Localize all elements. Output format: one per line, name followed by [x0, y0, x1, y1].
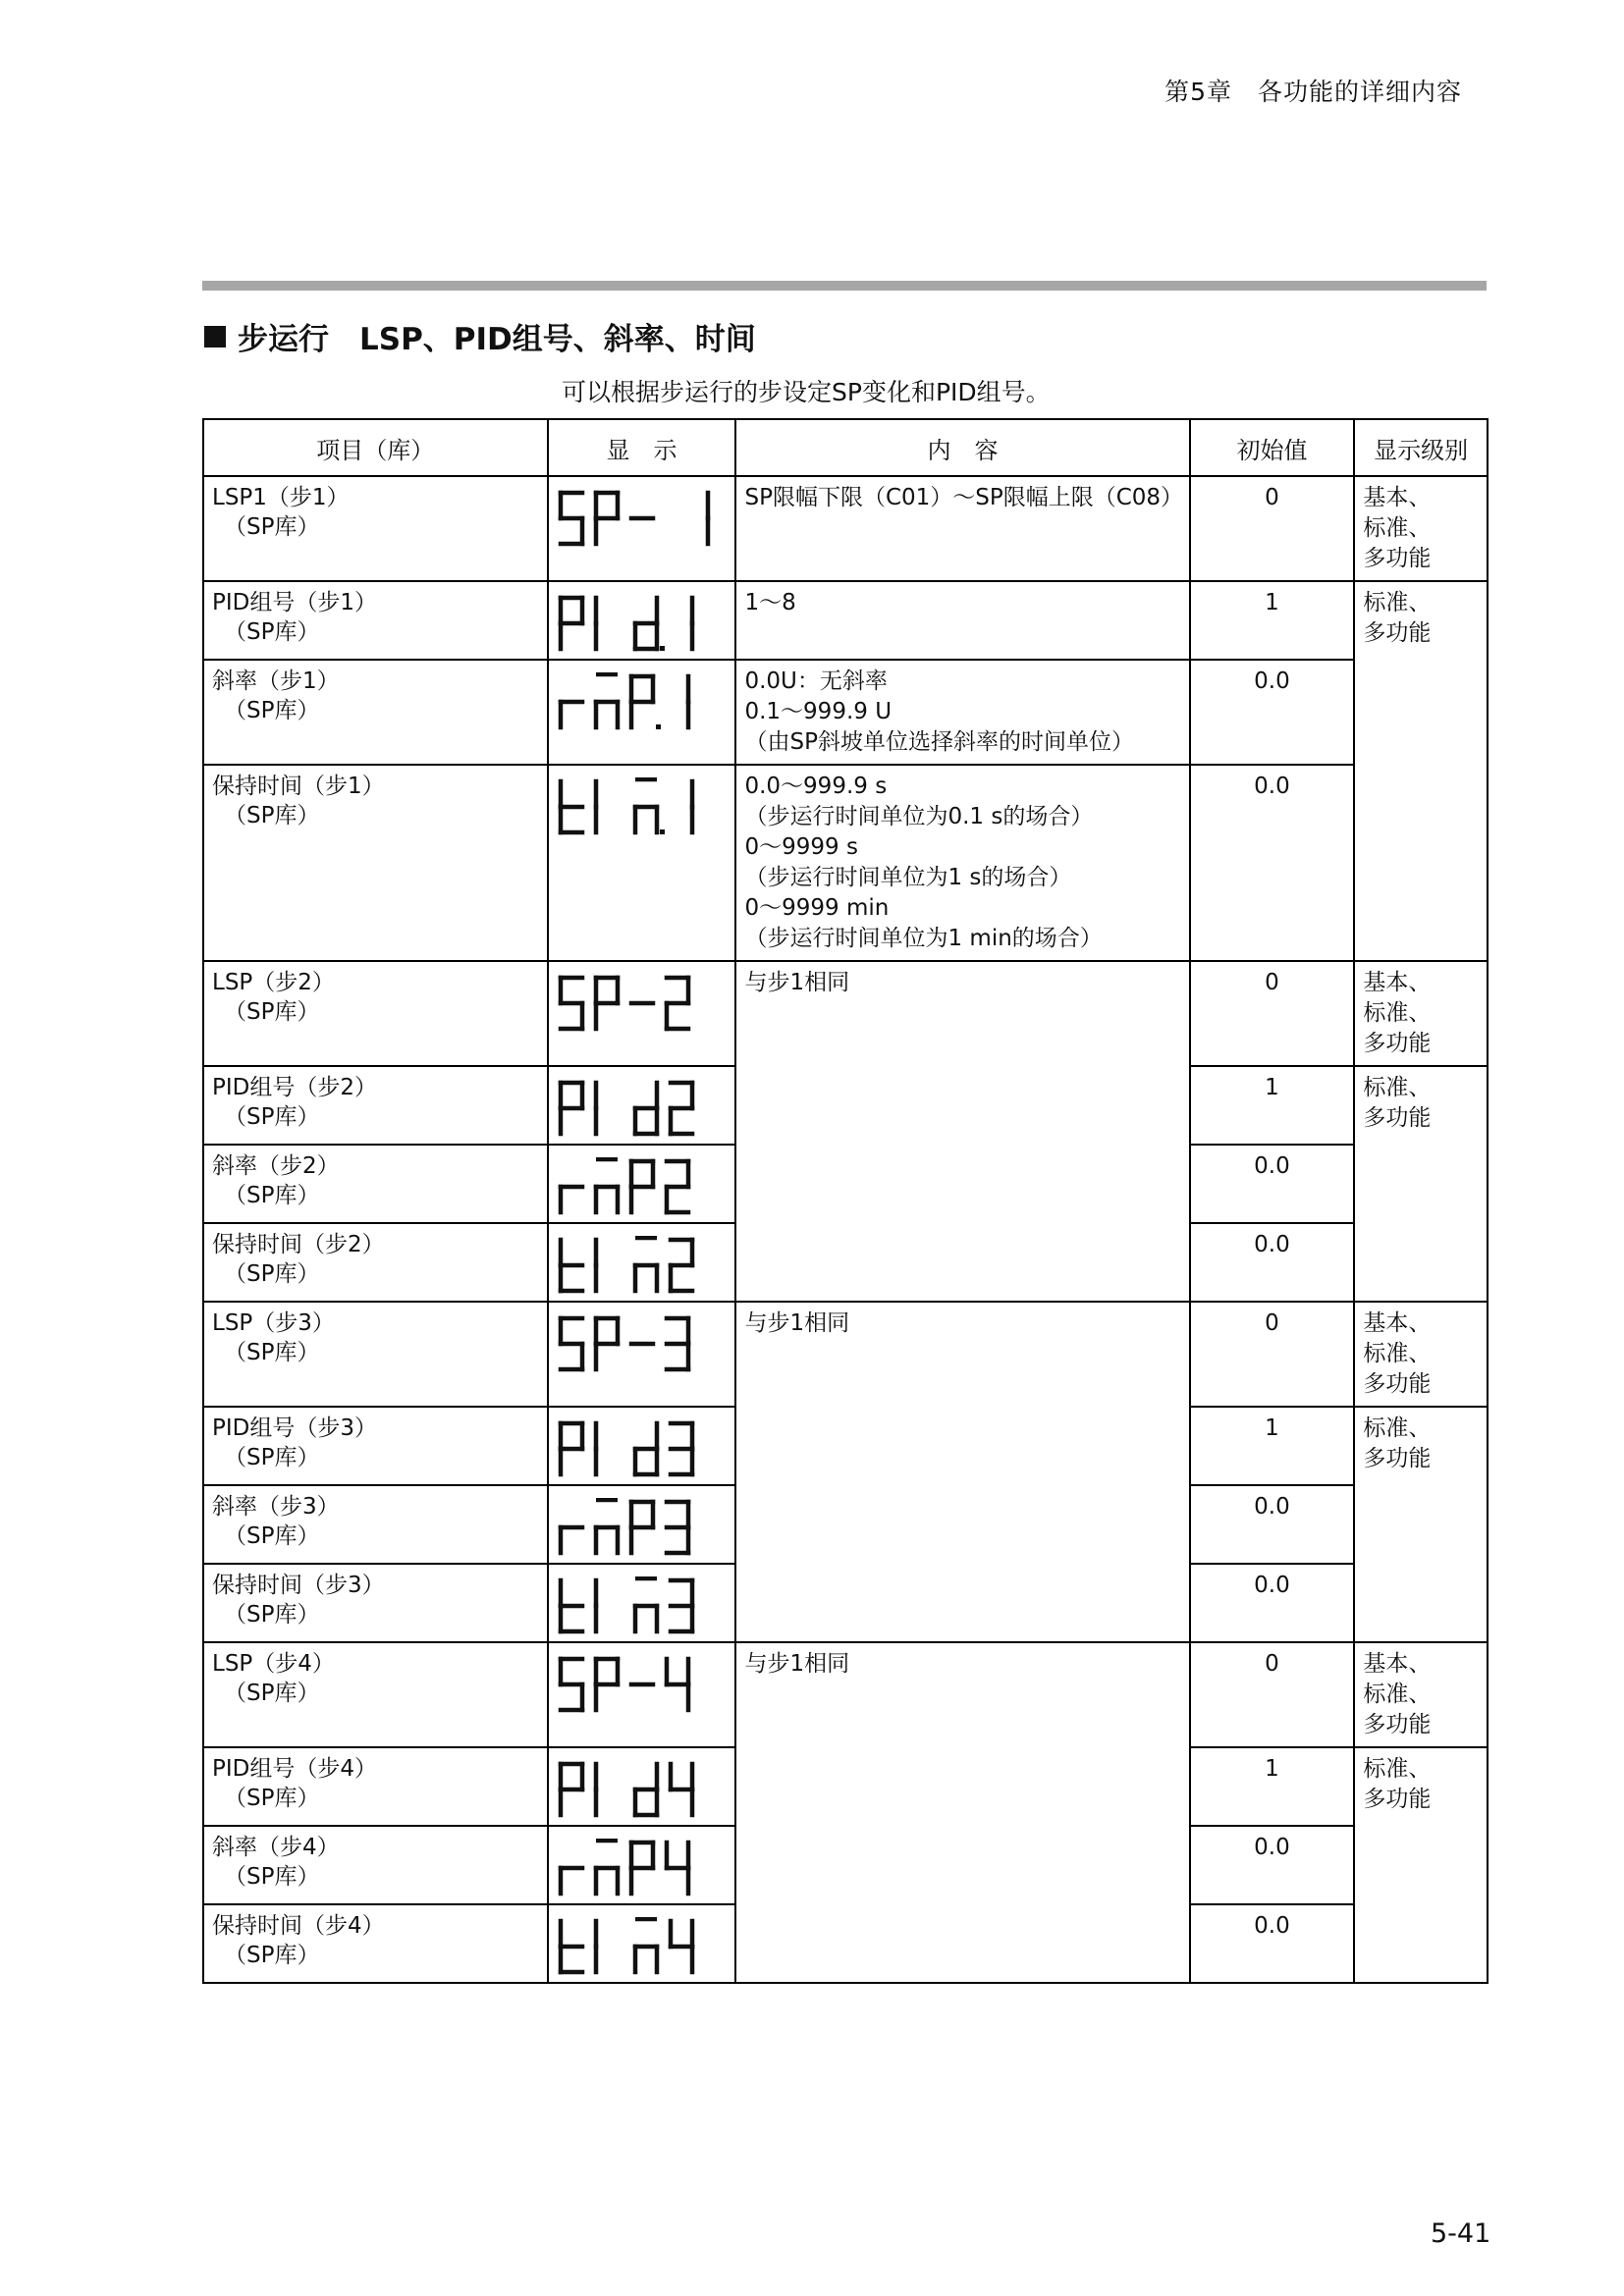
segment-code — [549, 582, 550, 583]
item-bank: （SP库） — [224, 698, 320, 723]
header-display: 显 示 — [548, 419, 736, 476]
display-cell — [548, 1145, 736, 1223]
segment-code — [549, 1565, 550, 1566]
segment-digit — [635, 1423, 657, 1474]
section-subtitle: 可以根据步运行的步设定SP变化和PID组号。 — [562, 378, 1051, 406]
initial-value: 1 — [1265, 590, 1279, 615]
initial-cell — [1190, 961, 1355, 1066]
segment-display — [557, 1236, 724, 1297]
item-label: 保持时间（步1） — [212, 774, 385, 799]
item-cell — [203, 660, 548, 765]
initial-value: 1 — [1265, 1756, 1279, 1782]
initial-value: 0.0 — [1254, 668, 1290, 694]
segment-digit — [561, 598, 582, 649]
item-bank: （SP库） — [224, 1183, 320, 1208]
item-cell — [203, 1302, 548, 1407]
level-text: 多功能 — [1363, 1446, 1432, 1471]
table-row — [203, 765, 1488, 961]
segment-digit — [635, 779, 657, 832]
initial-value: 1 — [1265, 1415, 1279, 1441]
segment-digit — [561, 1187, 582, 1212]
level-text: 标准、 — [1363, 1682, 1432, 1707]
item-label: LSP1（步1） — [212, 485, 350, 510]
content-text: 与步1相同 — [744, 1651, 850, 1677]
initial-cell — [1190, 765, 1355, 961]
initial-value: 0 — [1265, 970, 1279, 995]
display-cell — [548, 1904, 736, 1983]
item-label: LSP（步2） — [212, 970, 335, 995]
item-bank: （SP库） — [224, 1943, 320, 1968]
item-label: PID组号（步4） — [212, 1756, 377, 1782]
item-cell — [203, 1564, 548, 1642]
content-text: 0.0U：无斜率 0.1～999.9 U （由SP斜坡单位选择斜率的时间单位） — [744, 668, 1134, 755]
table-header-row — [203, 419, 1488, 476]
display-cell — [548, 660, 736, 765]
item-bank: （SP库） — [224, 1340, 320, 1365]
content-cell — [735, 581, 1189, 660]
display-cell — [548, 765, 736, 961]
parameter-table — [202, 418, 1489, 1984]
segment-digit — [631, 676, 653, 727]
initial-value: 0 — [1265, 485, 1279, 510]
item-cell — [203, 1826, 548, 1904]
segment-digit — [671, 1083, 692, 1134]
segment-display — [557, 672, 724, 733]
table-row — [203, 1642, 1488, 1747]
initial-cell — [1190, 1564, 1355, 1642]
item-label: PID组号（步3） — [212, 1415, 377, 1441]
segment-code — [549, 1643, 550, 1644]
segment-display — [557, 1498, 724, 1559]
segment-code — [549, 1748, 550, 1749]
table-row — [203, 1302, 1488, 1407]
segment-digit — [561, 1659, 582, 1710]
segment-display — [557, 594, 724, 655]
decimal-point — [660, 829, 665, 834]
content-text: 与步1相同 — [744, 970, 850, 995]
decimal-point — [660, 646, 665, 651]
segment-digit — [667, 1161, 688, 1212]
level-text: 多功能 — [1363, 1031, 1432, 1056]
item-label: 斜率（步4） — [212, 1835, 340, 1860]
initial-value: 0.0 — [1254, 1494, 1290, 1520]
item-bank: （SP库） — [224, 999, 320, 1025]
initial-value: 0 — [1265, 1310, 1279, 1336]
segment-digit — [671, 1240, 692, 1291]
segment-code — [549, 1905, 550, 1906]
content-text: 0.0～999.9 s （步运行时间单位为0.1 s的场合） 0～9999 s （步运行时间单位为1 s的场合） 0～9999 min （步运行时间单位为1 min的场合） — [744, 774, 1103, 951]
item-label: LSP（步3） — [212, 1310, 335, 1336]
item-label: 保持时间（步3） — [212, 1573, 385, 1598]
level-text: 多功能 — [1363, 546, 1432, 571]
display-cell — [548, 1564, 736, 1642]
segment-digit — [561, 1868, 582, 1894]
segment-display — [557, 1079, 724, 1140]
segment-display — [557, 1419, 724, 1480]
content-cell — [735, 660, 1189, 765]
item-bank: （SP库） — [224, 1602, 320, 1628]
initial-cell — [1190, 660, 1355, 765]
level-cell — [1354, 1066, 1488, 1302]
level-text: 标准、 — [1363, 590, 1432, 615]
segment-display — [557, 1655, 724, 1716]
item-cell — [203, 581, 548, 660]
initial-cell — [1190, 1302, 1355, 1407]
content-cell — [735, 765, 1189, 961]
table-row — [203, 476, 1488, 581]
item-label: 斜率（步1） — [212, 668, 340, 694]
segment-digit — [596, 1841, 618, 1894]
segment-display — [557, 1157, 724, 1218]
level-text: 标准、 — [1363, 515, 1432, 541]
item-bank: （SP库） — [224, 1681, 320, 1706]
display-cell — [548, 1642, 736, 1747]
item-label: PID组号（步1） — [212, 590, 377, 615]
content-cell — [735, 1642, 1189, 1983]
item-bank: （SP库） — [224, 1523, 320, 1549]
item-label: 保持时间（步2） — [212, 1232, 385, 1257]
segment-digit — [635, 1919, 657, 1972]
initial-value: 0.0 — [1254, 1232, 1290, 1257]
initial-value: 0.0 — [1254, 1913, 1290, 1939]
level-cell — [1354, 1302, 1488, 1407]
initial-value: 0.0 — [1254, 1835, 1290, 1860]
segment-code — [549, 1067, 550, 1068]
display-cell — [548, 1302, 736, 1407]
segment-digit — [671, 1921, 692, 1972]
segment-code — [549, 661, 550, 662]
segment-digit — [635, 1083, 657, 1134]
segment-code — [549, 962, 550, 963]
segment-digit — [561, 493, 582, 544]
item-label: 斜率（步2） — [212, 1153, 340, 1179]
page-number: 5-41 — [1431, 2218, 1491, 2249]
segment-digit — [561, 978, 582, 1029]
level-text: 标准、 — [1363, 1756, 1432, 1782]
square-bullet-icon — [204, 326, 226, 347]
segment-display — [557, 1917, 724, 1978]
segment-digit — [561, 702, 582, 727]
item-label: LSP（步4） — [212, 1651, 335, 1677]
segment-display — [557, 974, 724, 1035]
segment-display — [557, 1839, 724, 1899]
item-bank: （SP库） — [224, 619, 320, 645]
level-text: 标准、 — [1363, 1341, 1432, 1366]
segment-digit — [596, 1500, 618, 1553]
item-cell — [203, 476, 548, 581]
header-initial: 初始值 — [1190, 419, 1355, 476]
level-text: 标准、 — [1363, 1000, 1432, 1026]
item-bank: （SP库） — [224, 514, 320, 540]
segment-digit — [596, 674, 618, 727]
segment-display — [557, 777, 724, 838]
initial-cell — [1190, 1066, 1355, 1145]
segment-digit — [596, 978, 618, 1029]
segment-digit — [596, 1159, 618, 1212]
segment-digit — [635, 598, 657, 649]
display-cell — [548, 1223, 736, 1302]
segment-digit — [561, 781, 582, 832]
item-label: 保持时间（步4） — [212, 1913, 385, 1939]
initial-cell — [1190, 1826, 1355, 1904]
section-title — [204, 314, 756, 358]
segment-display — [557, 489, 724, 550]
initial-value: 0.0 — [1254, 1153, 1290, 1179]
level-text: 标准、 — [1363, 1415, 1432, 1441]
item-bank: （SP库） — [224, 1864, 320, 1890]
section-divider — [202, 281, 1487, 291]
segment-display — [557, 1576, 724, 1637]
segment-digit — [561, 1580, 582, 1631]
segment-digit — [667, 1842, 688, 1894]
segment-digit — [635, 1578, 657, 1631]
initial-cell — [1190, 581, 1355, 660]
level-text: 多功能 — [1363, 620, 1432, 646]
table-row — [203, 961, 1488, 1066]
segment-digit — [596, 1659, 618, 1710]
level-cell — [1354, 961, 1488, 1066]
content-text: SP限幅下限（C01）～SP限幅上限（C08） — [744, 485, 1184, 510]
segment-code — [549, 766, 550, 767]
display-cell — [548, 476, 736, 581]
segment-digit — [667, 978, 688, 1029]
item-label: 斜率（步3） — [212, 1494, 340, 1520]
item-cell — [203, 961, 548, 1066]
segment-code — [549, 1486, 550, 1487]
level-text: 多功能 — [1363, 1787, 1432, 1812]
content-text: 与步1相同 — [744, 1310, 850, 1336]
item-bank: （SP库） — [224, 1786, 320, 1811]
segment-digit — [667, 1318, 688, 1369]
display-cell — [548, 1826, 736, 1904]
initial-value: 1 — [1265, 1075, 1279, 1100]
display-cell — [548, 961, 736, 1066]
segment-code — [549, 1224, 550, 1225]
initial-cell — [1190, 1223, 1355, 1302]
segment-display — [557, 1314, 724, 1375]
segment-digit — [667, 1502, 688, 1553]
content-text: 1～8 — [744, 590, 796, 615]
display-cell — [548, 581, 736, 660]
segment-digit — [635, 1764, 657, 1815]
segment-digit — [561, 1083, 582, 1134]
decimal-point — [656, 724, 661, 729]
segment-display — [557, 1760, 724, 1821]
level-cell — [1354, 1642, 1488, 1747]
segment-digit — [671, 1764, 692, 1815]
initial-cell — [1190, 1485, 1355, 1564]
segment-code — [549, 1408, 550, 1409]
level-text: 多功能 — [1363, 1371, 1432, 1397]
level-cell — [1354, 581, 1488, 961]
initial-cell — [1190, 1642, 1355, 1747]
segment-digit — [671, 1423, 692, 1474]
display-cell — [548, 1485, 736, 1564]
initial-cell — [1190, 1145, 1355, 1223]
item-cell — [203, 1642, 548, 1747]
item-bank: （SP库） — [224, 1104, 320, 1130]
initial-cell — [1190, 1407, 1355, 1485]
level-cell — [1354, 1747, 1488, 1983]
item-bank: （SP库） — [224, 803, 320, 828]
initial-value: 0 — [1265, 1651, 1279, 1677]
item-cell — [203, 1145, 548, 1223]
level-text: 基本、 — [1363, 1310, 1432, 1336]
level-text: 多功能 — [1363, 1712, 1432, 1737]
initial-value: 0.0 — [1254, 774, 1290, 799]
segment-digit — [561, 1240, 582, 1291]
segment-digit — [667, 1659, 688, 1710]
segment-digit — [561, 1921, 582, 1972]
segment-digit — [596, 493, 618, 544]
segment-code — [549, 477, 550, 478]
chapter-header: 第5章 各功能的详细内容 — [1164, 78, 1462, 106]
content-cell — [735, 961, 1189, 1302]
level-text: 基本、 — [1363, 970, 1432, 995]
segment-digit — [671, 1580, 692, 1631]
segment-digit — [561, 1764, 582, 1815]
item-cell — [203, 1066, 548, 1145]
header-level: 显示级别 — [1354, 419, 1488, 476]
segment-code — [549, 1827, 550, 1828]
table-row — [203, 660, 1488, 765]
initial-cell — [1190, 1747, 1355, 1826]
segment-digit — [631, 1502, 653, 1553]
item-cell — [203, 765, 548, 961]
level-text: 基本、 — [1363, 1651, 1432, 1677]
header-item: 项目（库） — [203, 419, 548, 476]
level-cell — [1354, 1407, 1488, 1642]
display-cell — [548, 1747, 736, 1826]
segment-digit — [631, 1161, 653, 1212]
table-row — [203, 581, 1488, 660]
level-text: 多功能 — [1363, 1105, 1432, 1131]
segment-code — [549, 1146, 550, 1147]
item-cell — [203, 1223, 548, 1302]
level-text: 基本、 — [1363, 485, 1432, 510]
initial-cell — [1190, 476, 1355, 581]
segment-code — [549, 1303, 550, 1304]
section-title-text: 步运行 LSP、PID组号、斜率、时间 — [238, 322, 756, 357]
level-text: 标准、 — [1363, 1075, 1432, 1100]
level-cell — [1354, 476, 1488, 581]
content-cell — [735, 476, 1189, 581]
item-bank: （SP库） — [224, 1445, 320, 1470]
display-cell — [548, 1407, 736, 1485]
segment-digit — [596, 1318, 618, 1369]
content-cell — [735, 1302, 1189, 1642]
item-bank: （SP库） — [224, 1261, 320, 1287]
segment-digit — [561, 1318, 582, 1369]
item-cell — [203, 1904, 548, 1983]
segment-digit — [561, 1527, 582, 1553]
item-cell — [203, 1747, 548, 1826]
header-content: 内 容 — [735, 419, 1189, 476]
item-cell — [203, 1485, 548, 1564]
initial-value: 0.0 — [1254, 1573, 1290, 1598]
display-cell — [548, 1066, 736, 1145]
segment-digit — [561, 1423, 582, 1474]
segment-digit — [631, 1842, 653, 1894]
item-label: PID组号（步2） — [212, 1075, 377, 1100]
segment-digit — [635, 1238, 657, 1291]
initial-cell — [1190, 1904, 1355, 1983]
item-cell — [203, 1407, 548, 1485]
